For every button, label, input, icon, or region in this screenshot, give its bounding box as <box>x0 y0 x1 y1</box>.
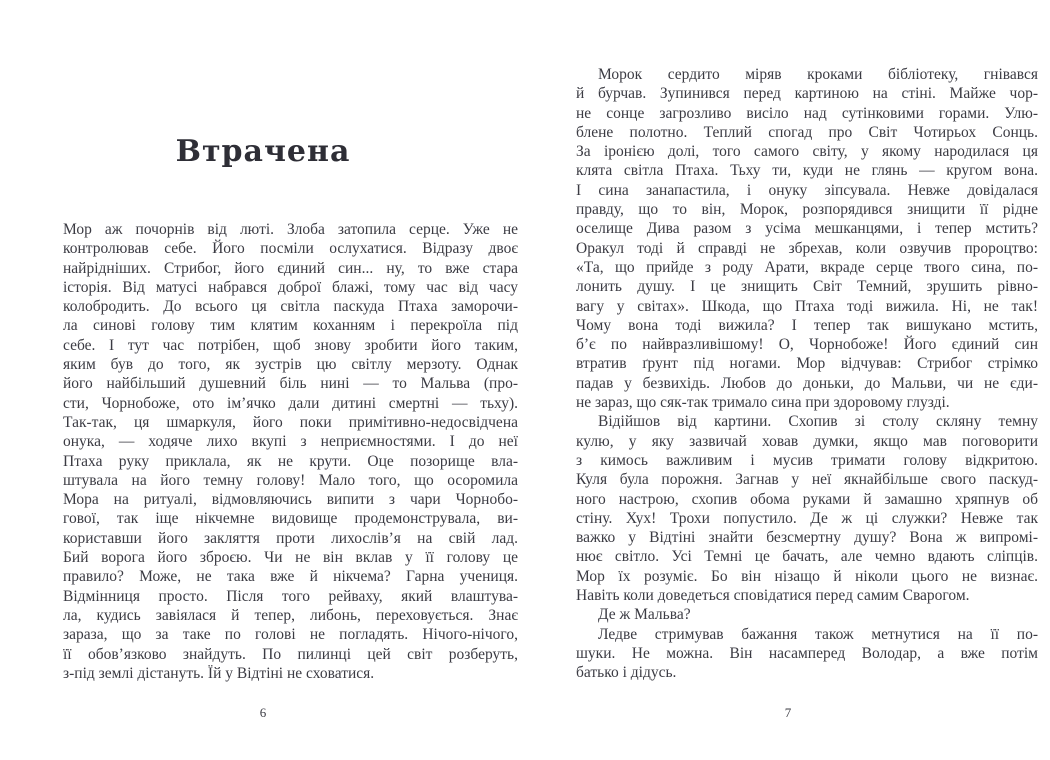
text-line: шуки. Не можна. Він насамперед Володар, а вже потім <box>576 644 1038 662</box>
text-line: зараза, що за таке по голові не погладять. Нічого-нічого, <box>63 626 518 644</box>
text-line: правду, що то він, Морок, розпорядився знищити її рідне <box>576 201 1038 219</box>
text-line: Мор їх розуміє. Бо він нізащо й ніколи цього не визнає. <box>576 567 1038 585</box>
text-line: користавши його закляття проти лихослів’я на свій лад. <box>63 529 518 547</box>
text-line: Куля була порожня. Загнав у неї якнайбільше свого паскуд- <box>576 471 1038 489</box>
text-line: ла синові голову тим клятим коханням і перекроїла під <box>63 317 518 335</box>
text-line: його найбільший душевний біль нині — то Мальва (про- <box>63 375 518 393</box>
text-line: Чому вона тоді вижила? І тепер так вишукано мстить, <box>576 316 1038 334</box>
paragraph <box>576 65 1038 412</box>
paragraph <box>576 605 1038 624</box>
text-line: вагу у світах». Шкода, що Птаха тоді вижила. Ні, не так! <box>576 297 1038 315</box>
text-line: контролював себе. Його посміли ослухатися. Відразу двоє <box>63 240 518 258</box>
text-line: онука, — ходяче лихо вкупі з неприємностями. І до неї <box>63 433 518 451</box>
text-line: важко у Відтіні знайти безсмертну душу? Вона ж випромі- <box>576 529 1038 547</box>
text-line: втратив ґрунт під ногами. Мор відчував: Стрибог стрімко <box>576 355 1038 373</box>
text-line: Відійшов від картини. Схопив зі столу скляну темну <box>598 413 1038 431</box>
text-line: яким був до того, як зустрів цю світлу мерзоту. Однак <box>63 356 518 374</box>
text-line: стіну. Хух! Трохи попустило. Де ж ці служки? Невже так <box>576 509 1038 527</box>
text-line: Птаха руку приклала, як не крути. Оце позорище вла- <box>63 452 518 470</box>
text-line: Де ж Мальва? <box>598 606 691 624</box>
text-line: Так-так, ця шмаркуля, його поки примітивно-недосвідчена <box>63 413 518 431</box>
text-line: з кимось важливим і мусив тримати голову відкритою. <box>576 451 1038 469</box>
text-line: найрідніших. Стрибог, його єдиний син... ну, то вже стара <box>63 259 518 277</box>
text-line: колобродить. До всього ця світла паскуда Птаха заморочи- <box>63 298 518 316</box>
text-line: клята світла Птаха. Тьху ти, куди не глянь — кругом вона. <box>576 162 1038 180</box>
text-line: нює світло. Усі Темні це бачать, але чемно вдають сліпців. <box>576 548 1038 566</box>
text-line: ла, кудись завіялася й тепер, либонь, переховується. Знає <box>63 606 518 624</box>
text-line: б’є по найвразливішому! О, Чорнобоже! Його єдиний син <box>576 336 1038 354</box>
text-line: Бий ворога його зброєю. Чи не він вклав у її голову це <box>63 549 518 567</box>
text-line: правило? Може, не така вже й нікчема? Гарна учениця. <box>63 568 518 586</box>
paragraph <box>63 220 518 683</box>
text-line: Мора на ритуалі, відмовляючись випити з чари Чорнобо- <box>63 491 518 509</box>
text-line: ного настрою, схопив обома руками й замашно хряпнув об <box>576 490 1038 508</box>
paragraph <box>576 625 1038 683</box>
text-line: Навіть коли доведеться сповідатися перед самим Сварогом. <box>576 587 970 605</box>
text-line: гової, так іще нікчемне видовище продемонструвала, ви- <box>63 510 518 528</box>
right-page-text <box>576 65 1038 683</box>
page-right <box>526 0 1050 760</box>
text-line: не сонце загрозливо висіло над сутінковими горами. Улю- <box>576 104 1038 122</box>
text-line: блене полотно. Теплий спогад про Світ Чотирьох Сонць. <box>576 123 1038 141</box>
text-line: лонить душу. І це знищить Світ Темний, зрушить рівно- <box>576 278 1038 296</box>
text-line: себе. І тут час потрібен, щоб знову зробити його таким, <box>63 336 518 354</box>
text-line: історія. Від матусі набрався доброї блажі, тому час від часу <box>63 278 518 296</box>
text-line: За іронією долі, того самого світу, у якому народилася ця <box>576 143 1038 161</box>
text-line: з-під землі дістануть. Їй у Відтіні не сховатися. <box>63 664 375 682</box>
text-line: Відмінниця просто. Після того рейваху, який влаштува- <box>63 587 518 605</box>
text-line: й бурчав. Зупинився перед картиною на стіні. Майже чор- <box>576 85 1038 103</box>
text-line: І сина занапастила, і онуку зіпсувала. Невже довідалася <box>576 181 1038 199</box>
page-number-right: 7 <box>784 705 792 720</box>
text-line: Ледве стримував бажання також метнутися на її по- <box>598 625 1038 643</box>
text-line: сти, Чорнобоже, ото ім’ячко дали дитині смертні — тьху). <box>63 394 518 412</box>
text-line: «Та, що прийде з роду Арати, вкраде серце твого сина, по- <box>576 258 1038 276</box>
text-line: штувала на його темну голову! Мало того, що осоромила <box>63 471 518 489</box>
text-line: кулю, у яку зазвичай ховав думки, якщо мав поговорити <box>576 432 1038 450</box>
page-number-left: 6 <box>259 705 267 720</box>
text-line: не зараз, що сяк-так тримало сина при здоровому глузді. <box>576 394 950 412</box>
text-line: оселище Дива разом з усіма мешканцями, і тепер мстить? <box>576 220 1038 238</box>
text-line: Морок сердито міряв кроками бібліотеку, гнівався <box>598 66 1038 83</box>
text-line: Мор аж почорнів від люті. Злоба затопила серце. Уже не <box>63 221 518 238</box>
text-line: батько і дідусь. <box>576 664 677 682</box>
chapter-title: Втрачена <box>175 134 351 169</box>
text-line: Оракул тоді й справді не збрехав, коли озвучив пророцтво: <box>576 239 1038 257</box>
text-line: її обов’язково знайдуть. По пилинці цей світ розберуть, <box>63 645 518 663</box>
paragraph <box>576 412 1038 605</box>
left-page-text <box>63 220 518 683</box>
text-line: падав у безвихідь. Любов до доньки, до Мальви, чи не єди- <box>576 374 1038 392</box>
